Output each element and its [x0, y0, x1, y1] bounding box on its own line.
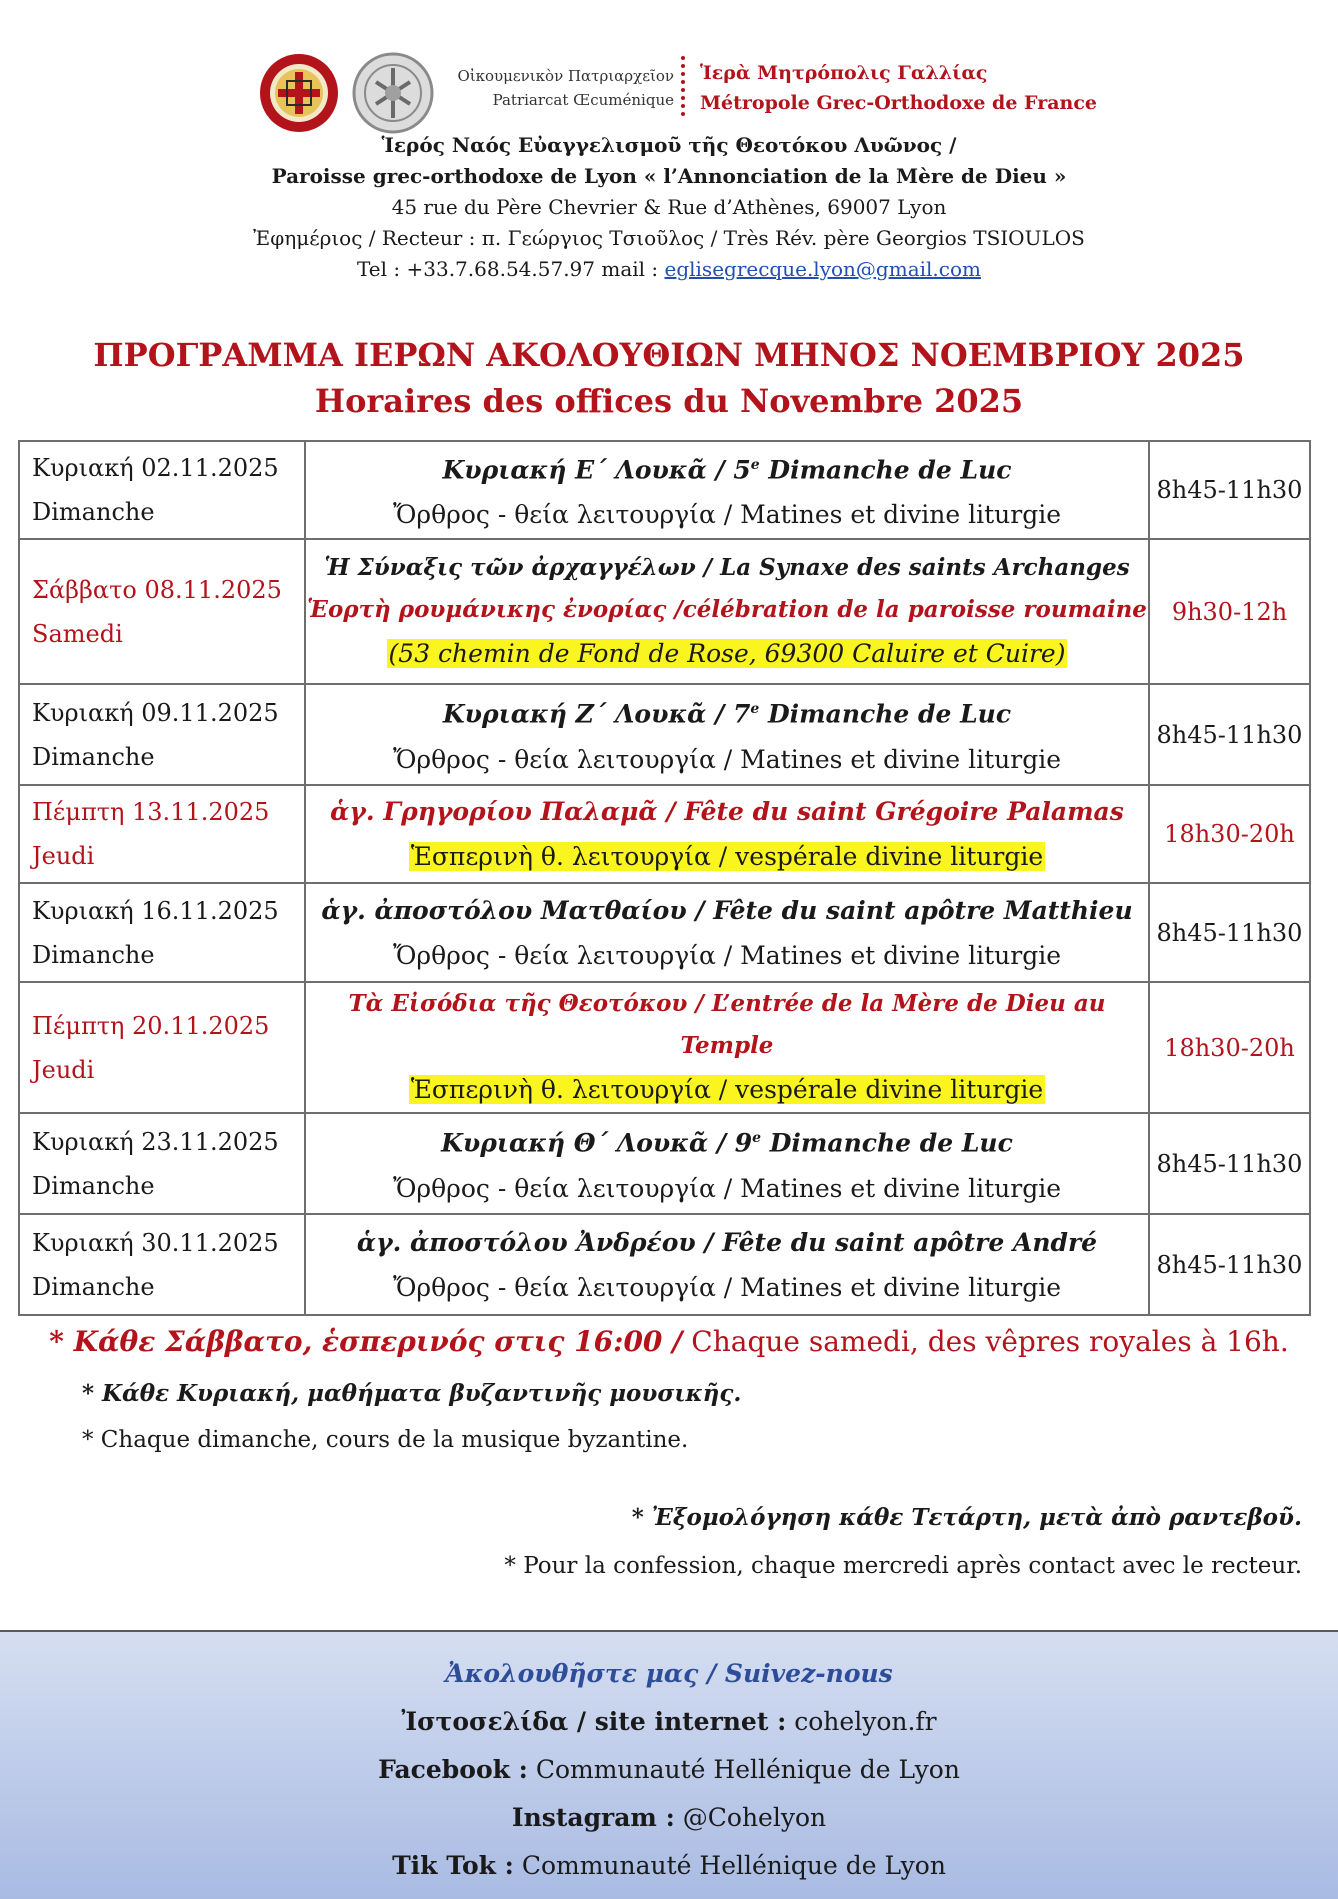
parish-address: 45 rue du Père Chevrier & Rue d’Athènes, 69007 Lyon	[391, 195, 947, 219]
social-footer	[0, 1630, 1338, 1899]
description-cell	[305, 982, 1149, 1113]
date-cell	[19, 684, 305, 785]
tiktok-label: Tik Tok :	[392, 1851, 514, 1880]
facebook-line	[0, 1746, 1338, 1794]
notes-section	[0, 1320, 1338, 1586]
service-type: Ὄρθρος - θεία λειτουργία / Matines et divine liturgie	[392, 1173, 1062, 1203]
follow-heading: Ἀκολουθῆστε μας / Suivez-nous	[445, 1659, 893, 1688]
table-row	[19, 441, 1310, 539]
description-cell	[305, 883, 1149, 982]
parish-contact	[0, 254, 1338, 285]
date-greek: Κυριακή 09.11.2025	[32, 698, 279, 727]
location-highlight: (53 chemin de Fond de Rose, 69300 Caluire et Cuire)	[388, 639, 1066, 668]
parish-name-greek: Ἱερός Ναός Εὐαγγελισμοῦ τῆς Θεοτόκου Λυῶνος /	[381, 133, 957, 157]
service-title-part: Dimanche de Luc	[759, 455, 1012, 485]
time-cell: 18h30-20h	[1149, 785, 1310, 883]
time-cell: 8h45-11h30	[1149, 1214, 1310, 1315]
time-cell: 8h45-11h30	[1149, 1113, 1310, 1214]
date-french: Samedi	[32, 619, 123, 648]
date-french: Jeudi	[32, 1055, 95, 1084]
time-cell: 9h30-12h	[1149, 539, 1310, 684]
tiktok-line	[0, 1842, 1338, 1890]
service-location	[306, 631, 1148, 676]
service-title-part: Dimanche de Luc	[759, 699, 1012, 729]
time-cell: 8h45-11h30	[1149, 684, 1310, 785]
instagram-line	[0, 1794, 1338, 1842]
description-cell	[305, 1214, 1149, 1315]
date-greek: Κυριακή 23.11.2025	[32, 1127, 279, 1156]
parish-name-french: Paroisse grec-orthodoxe de Lyon « l’Annonciation de la Mère de Dieu »	[271, 164, 1067, 188]
description-cell	[305, 1113, 1149, 1214]
date-cell	[19, 1214, 305, 1315]
email-link[interactable]: eglisegrecque.lyon@gmail.com	[664, 257, 981, 281]
table-row	[19, 785, 1310, 883]
ordinal-suffix: e	[752, 1130, 762, 1147]
service-title-part: Κυριακή Θ΄ Λουκᾶ / 9	[441, 1128, 753, 1158]
service-highlight: Ἑσπερινὴ θ. λειτουργία / vespérale divine liturgie	[410, 1075, 1044, 1104]
facebook-label: Facebook :	[378, 1755, 528, 1784]
service-title-part: Κυριακή Ε΄ Λουκᾶ / 5	[442, 455, 751, 485]
date-cell	[19, 883, 305, 982]
ordinal-suffix: e	[750, 456, 760, 473]
date-cell	[19, 1113, 305, 1214]
date-french: Dimanche	[32, 498, 155, 526]
table-row	[19, 539, 1310, 684]
date-greek: Πέμπτη 13.11.2025	[32, 798, 270, 826]
description-cell	[305, 539, 1149, 684]
service-type: Ὄρθρος - θεία λειτουργία / Matines et divine liturgie	[392, 940, 1062, 970]
separator-dots-icon	[678, 54, 688, 122]
website-label: Ἰστοσελίδα / site internet :	[401, 1707, 787, 1736]
title-french: Horaires des offices du Novembre 2025	[314, 382, 1024, 420]
sunday-note-french: * Chaque dimanche, cours de la musique byzantine.	[82, 1427, 689, 1453]
table-row	[19, 684, 1310, 785]
facebook-link[interactable]: Communauté Hellénique de Lyon	[527, 1755, 960, 1784]
description-cell	[305, 684, 1149, 785]
metropolis-greek: Ἱερὰ Μητρόπολις Γαλλίας	[700, 62, 988, 84]
metropolis-seal-icon	[352, 52, 434, 134]
metropolis-french: Métropole Grec-Orthodoxe de France	[700, 92, 1097, 114]
date-greek: Πέμπτη 20.11.2025	[32, 1011, 270, 1040]
patriarchate-french: Patriarcat Œcuménique	[492, 91, 674, 109]
sunday-note-greek: * Κάθε Κυριακή, μαθήματα βυζαντινῆς μουσικῆς.	[82, 1380, 742, 1407]
logo-row	[258, 48, 1097, 128]
date-cell	[19, 539, 305, 684]
date-greek: Κυριακή 16.11.2025	[32, 896, 279, 925]
confession-note-french: * Pour la confession, chaque mercredi après contact avec le recteur.	[504, 1553, 1302, 1579]
date-cell	[19, 982, 305, 1113]
date-greek: Σάββατο 08.11.2025	[32, 575, 282, 604]
service-title-part: Κυριακή Ζ΄ Λουκᾶ / 7	[442, 699, 751, 729]
description-cell	[305, 441, 1149, 539]
parish-rector: Ἐφημέριος / Recteur : π. Γεώργιος Τσιοῦλος / Très Rév. père Georgios TSIOULOS	[253, 226, 1085, 250]
date-french: Dimanche	[32, 742, 155, 771]
page-title	[0, 332, 1338, 424]
table-row	[19, 1214, 1310, 1315]
patriarchate-seal-icon	[258, 52, 340, 134]
service-title: ἁγ. ἀποστόλου Ἀνδρέου / Fête du saint apôtre André	[356, 1227, 1098, 1257]
service-title-part: Dimanche de Luc	[761, 1128, 1013, 1158]
saturday-note	[0, 1320, 1338, 1364]
date-french: Dimanche	[32, 940, 155, 969]
metropolis-name	[700, 58, 1097, 118]
confession-note-greek: * Ἐξομολόγηση κάθε Τετάρτη, μετὰ ἀπὸ ραντεβοῦ.	[631, 1504, 1302, 1531]
service-title: ἁγ. Γρηγορίου Παλαμᾶ / Fête du saint Grégoire Palamas	[330, 797, 1124, 826]
service-title: Τὰ Εἰσόδια τῆς Θεοτόκου / L’entrée de la Mère de Dieu au Temple	[348, 990, 1106, 1059]
table-row	[19, 883, 1310, 982]
service-type	[306, 834, 1148, 879]
description-cell	[305, 785, 1149, 883]
service-title: Ἡ Σύναξις τῶν ἀρχαγγέλων / La Synaxe des saints Archanges	[324, 554, 1130, 581]
table-row	[19, 1113, 1310, 1214]
ordinal-suffix: e	[750, 701, 760, 718]
schedule-table	[18, 440, 1311, 1316]
date-cell	[19, 785, 305, 883]
date-greek: Κυριακή 30.11.2025	[32, 1228, 279, 1257]
service-title	[306, 443, 1148, 492]
tiktok-link[interactable]: Communauté Hellénique de Lyon	[513, 1851, 946, 1880]
service-type: Ὄρθρος - θεία λειτουργία / Matines et divine liturgie	[392, 500, 1062, 530]
date-french: Dimanche	[32, 1272, 155, 1301]
service-title	[306, 1116, 1148, 1165]
patriarchate-greek: Οἰκουμενικὸν Πατριαρχεῖον	[457, 67, 674, 85]
service-highlight: Ἑσπερινὴ θ. λειτουργία / vespérale divine liturgie	[410, 842, 1044, 871]
saturday-note-greek: * Κάθε Σάββατο, ἑσπερινός στις 16:00 /	[49, 1325, 683, 1358]
table-row	[19, 982, 1310, 1113]
date-french: Dimanche	[32, 1171, 155, 1200]
service-type: Ὄρθρος - θεία λειτουργία / Matines et divine liturgie	[392, 744, 1062, 774]
parish-info	[0, 130, 1338, 285]
service-title: ἁγ. ἀποστόλου Ματθαίου / Fête du saint apôtre Matthieu	[321, 895, 1133, 925]
time-cell: 8h45-11h30	[1149, 883, 1310, 982]
time-cell: 18h30-20h	[1149, 982, 1310, 1113]
service-title	[306, 687, 1148, 736]
instagram-label: Instagram :	[511, 1803, 675, 1832]
date-french: Jeudi	[32, 842, 95, 870]
contact-phone: Tel : +33.7.68.54.57.97 mail :	[357, 257, 665, 281]
date-cell	[19, 441, 305, 539]
date-greek: Κυριακή 02.11.2025	[32, 454, 279, 482]
time-cell: 8h45-11h30	[1149, 441, 1310, 539]
website-line	[0, 1698, 1338, 1746]
service-type: Ὄρθρος - θεία λειτουργία / Matines et divine liturgie	[392, 1272, 1062, 1302]
title-greek: ΠΡΟΓΡΑΜΜΑ ΙΕΡΩΝ ΑΚΟΛΟΥΘΙΩΝ ΜΗΝΟΣ ΝΟΕΜΒΡΙΟΥ 2025	[93, 336, 1245, 374]
service-subtitle: Ἑορτὴ ρουμάνικης ἐνορίας /célébration de la paroisse roumaine	[307, 596, 1147, 623]
patriarchate-name	[454, 64, 674, 112]
instagram-link[interactable]: @Cohelyon	[674, 1803, 827, 1832]
service-type	[306, 1067, 1148, 1112]
website-link[interactable]: cohelyon.fr	[786, 1707, 937, 1736]
saturday-note-french: Chaque samedi, des vêpres royales à 16h.	[682, 1325, 1289, 1358]
